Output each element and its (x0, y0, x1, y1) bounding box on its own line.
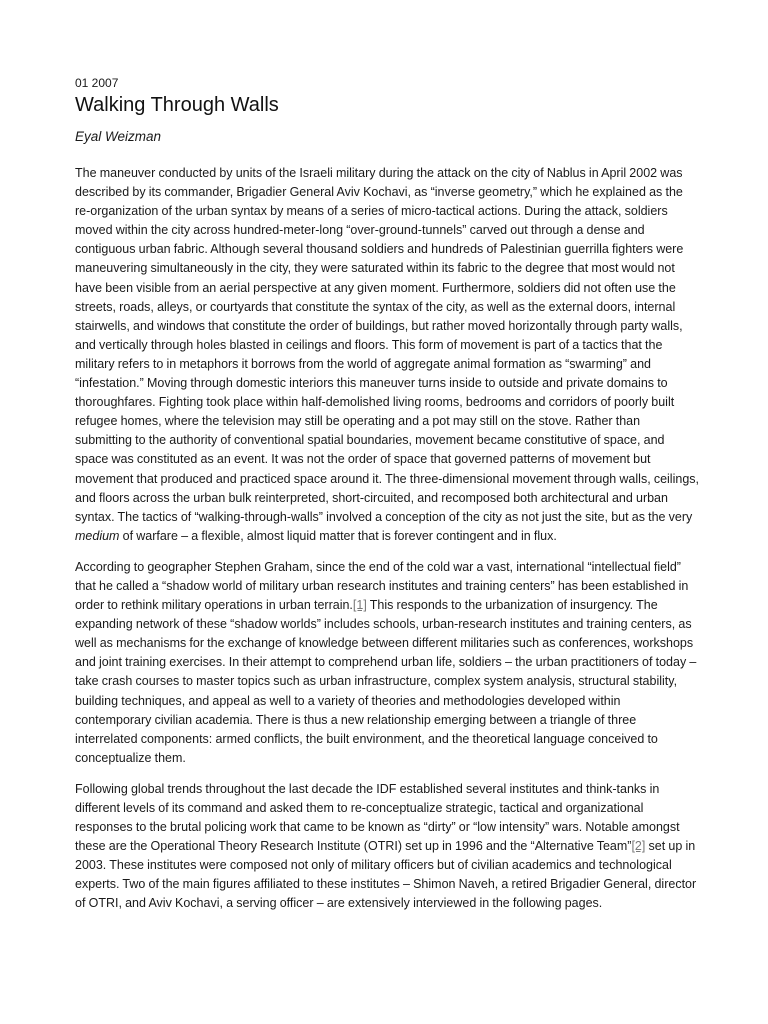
paragraph-1-emphasis: medium (75, 528, 120, 543)
paragraph-1 (75, 164, 700, 546)
paragraph-3-text-b: set up in 2003. These institutes were composed not only of military officers but of civilian academics and technological experts. Two of the main figures affiliated to these institutes – Shimon Naveh, a retired Brigadier General, director of OTRI, and Aviv Kochavi, a serving officer – are extensively interviewed in the following pages. (75, 839, 697, 911)
paragraph-3 (75, 780, 700, 914)
paragraph-2 (75, 558, 700, 768)
footnote-link-2[interactable]: [2] (631, 839, 646, 854)
paragraph-2-text-a: According to geographer Stephen Graham, since the end of the cold war a vast, international “intellectual field” that he called a “shadow world of military urban research institutes and training centers” has been established in order to rethink military operations in urban terrain. (75, 559, 689, 613)
footnote-link-1[interactable]: [1] (352, 598, 367, 613)
article-date: 01 2007 (75, 76, 119, 90)
article-title: Walking Through Walls (75, 94, 279, 116)
paragraph-1-text-b: of warfare – a flexible, almost liquid matter that is forever contingent and in flux. (119, 528, 557, 543)
paragraph-2-text-b: This responds to the urbanization of insurgency. The expanding network of these “shadow worlds” includes schools, urban-research institutes and training centers, as well as mechanisms for the exchange of knowledge between different militaries such as conferences, workshops and joint training exercises. In their attempt to comprehend urban life, soldiers – the urban practitioners of today – take crash courses to master topics such as urban infrastructure, complex system analysis, structural stability, building techniques, and appeal as well to a variety of theories and methodologies developed within contemporary civilian academia. There is thus a new relationship emerging between a triangle of three interrelated components: armed conflicts, the built environment, and the theoretical language conceived to conceptualize them. (75, 598, 697, 765)
article (75, 76, 700, 926)
paragraph-1-text-a: The maneuver conducted by units of the Israeli military during the attack on the city of Nablus in April 2002 was described by its commander, Brigadier General Aviv Kochavi, as “inverse geometry,” which he explained as the re-organization of the urban syntax by means of a series of micro-tactical actions. During the attack, soldiers moved within the city across hundred-meter-long “over-ground-tunnels” carved out through a dense and contiguous urban fabric. Although several thousand soldiers and hundreds of Palestinian guerrilla fighters were maneuvering simultaneously in the city, they were saturated within its fabric to the degree that most would not have been visible from an aerial perspective at any given moment. Furthermore, soldiers did not often use the streets, roads, alleys, or courtyards that constitute the syntax of the city, as well as the external doors, internal stairwells, and windows that constitute the order of buildings, but rather moved horizontally through party walls, and vertically through holes blasted in ceilings and floors. This form of movement is part of a tactics that the military refers to in metaphors it borrows from the world of aggregate animal formation as “swarming” and “infestation.” Moving through domestic interiors this maneuver turns inside to outside and private domains to thoroughfares. Fighting took place within half-demolished living rooms, bedrooms and corridors of poorly built refugee homes, where the television may still be operating and a pot may still on the stove. Rather than submitting to the authority of conventional spatial boundaries, movement became constitutive of space, and space was constituted as an event. It was not the order of space that governed patterns of movement but movement that produced and practiced space around it. The three-dimensional movement through walls, ceilings, and floors across the urban bulk reinterpreted, short-circuited, and recomposed both architectural and urban syntax. The tactics of “walking-through-walls” involved a conception of the city as not just the site, but as the very (75, 166, 699, 524)
article-author: Eyal Weizman (75, 129, 162, 144)
paragraph-3-text-a: Following global trends throughout the last decade the IDF established several institutes and think-tanks in different levels of its command and asked them to re-conceptualize strategic, tactical and organizational responses to the brutal policing work that came to be known as “dirty” or “low intensity” wars. Notable amongst these are the Operational Theory Research Institute (OTRI) set up in 1996 and the “Alternative Team” (75, 781, 680, 854)
